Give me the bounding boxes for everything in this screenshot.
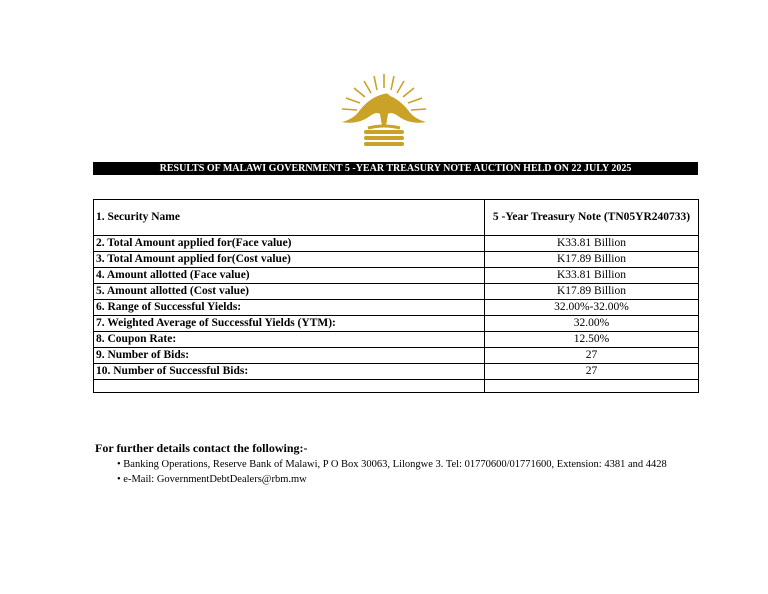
table-header-row (94, 200, 699, 236)
auction-title: RESULTS OF MALAWI GOVERNMENT 5 -YEAR TREASURY NOTE AUCTION HELD ON 22 JULY 2025 (93, 162, 698, 175)
table-row (94, 300, 699, 316)
row-label: 9. Number of Bids: (94, 348, 485, 364)
table-row (94, 268, 699, 284)
table-row (94, 364, 699, 380)
contact-line-address: • Banking Operations, Reserve Bank of Malawi, P O Box 30063, Lilongwe 3. Tel: 01770600/01771600, Extension: 4381 and 4428 (117, 459, 667, 470)
row-label: 6. Range of Successful Yields: (94, 300, 485, 316)
row-label: 4. Amount allotted (Face value) (94, 268, 485, 284)
security-name-label: 1. Security Name (94, 200, 485, 236)
row-value: K33.81 Billion (485, 268, 699, 284)
row-label: 3. Total Amount applied for(Cost value) (94, 252, 485, 268)
row-value: 27 (485, 364, 699, 380)
row-value: 27 (485, 348, 699, 364)
contact-line-email: • e-Mail: GovernmentDebtDealers@rbm.mw (117, 474, 307, 485)
auction-results-table (93, 199, 699, 393)
contact-list (117, 457, 667, 487)
row-label: 7. Weighted Average of Successful Yields (YTM): (94, 316, 485, 332)
row-value: K17.89 Billion (485, 284, 699, 300)
row-value: 32.00%-32.00% (485, 300, 699, 316)
row-value: 32.00% (485, 316, 699, 332)
table-row (94, 316, 699, 332)
table-row (94, 284, 699, 300)
contact-heading: For further details contact the following:- (95, 441, 308, 455)
table-row (94, 348, 699, 364)
security-name-value: 5 -Year Treasury Note (TN05YR240733) (485, 200, 699, 236)
row-value: 12.50% (485, 332, 699, 348)
table-row (94, 236, 699, 252)
table-row (94, 252, 699, 268)
row-label: 8. Coupon Rate: (94, 332, 485, 348)
empty-cell (94, 380, 485, 393)
row-label: 2. Total Amount applied for(Face value) (94, 236, 485, 252)
table-row-empty (94, 380, 699, 393)
empty-cell (485, 380, 699, 393)
eagle-sun-emblem (330, 66, 438, 152)
row-value: K33.81 Billion (485, 236, 699, 252)
row-label: 5. Amount allotted (Cost value) (94, 284, 485, 300)
row-value: K17.89 Billion (485, 252, 699, 268)
row-label: 10. Number of Successful Bids: (94, 364, 485, 380)
table-row (94, 332, 699, 348)
